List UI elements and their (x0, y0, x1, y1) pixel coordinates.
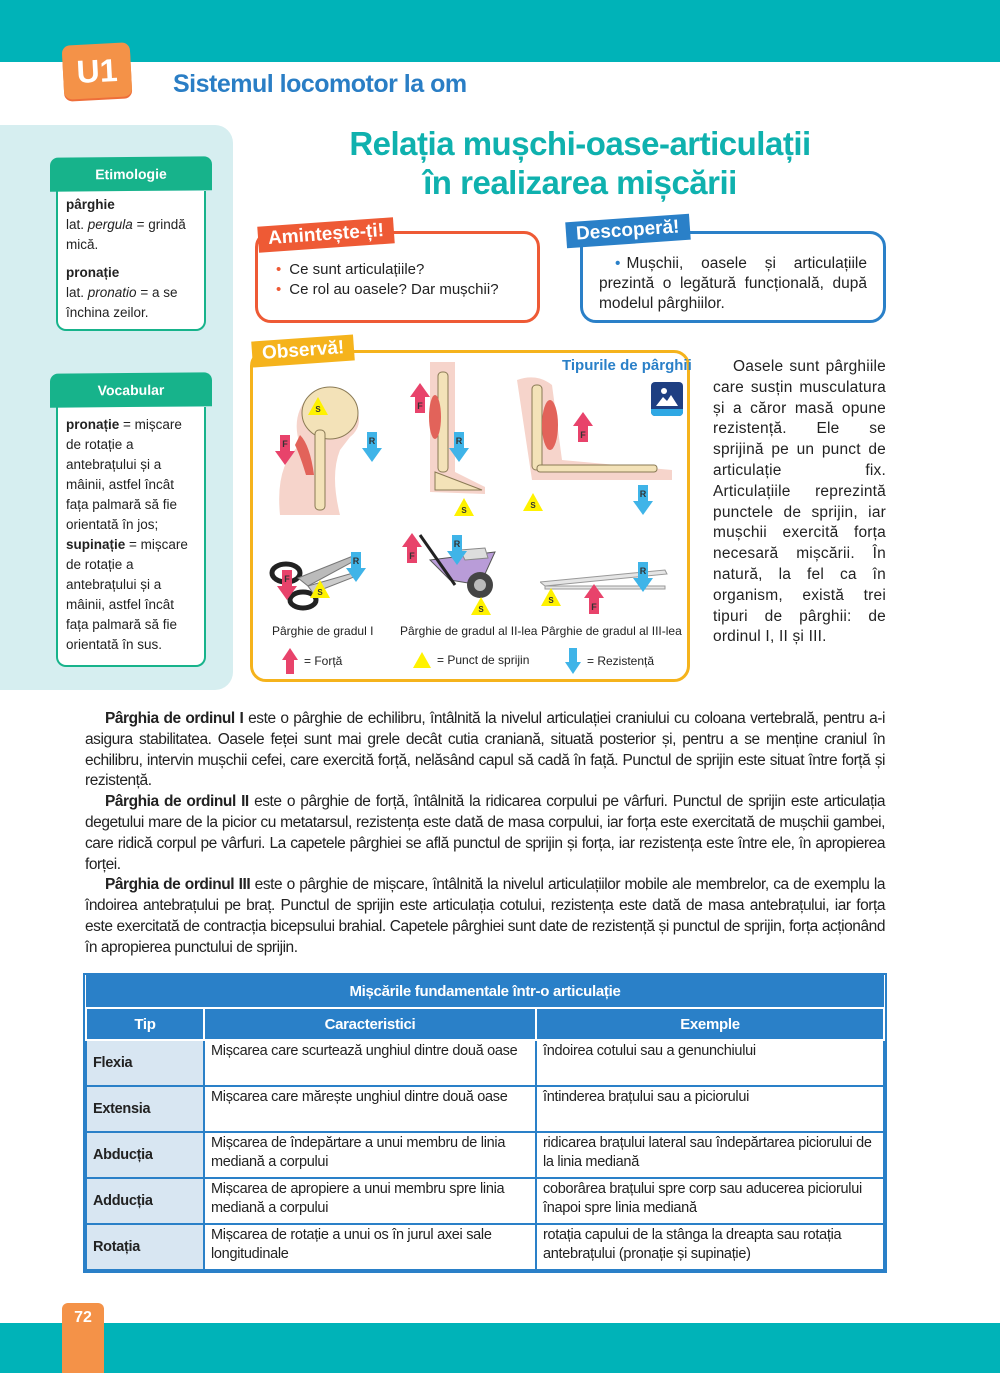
cell-examples: rotația capului de la stânga la dreapta sau rotația antebrațului (pronație și supinație) (536, 1224, 884, 1270)
cell-type: Extensia (86, 1086, 204, 1132)
column-header-characteristics: Caracteristici (204, 1008, 536, 1040)
etymology-body (56, 191, 206, 331)
paragraph-lever-class1 (85, 709, 885, 792)
paragraph-text: este o pârghie de echilibru, întâlnită la nivelul articulației craniului cu coloana vertebrală, pentru a-i asigura stabilitatea. Oasele feței sunt mai grele decât cutia craniană, situată posterior și, pentru a se menține craniul în echilibru, intervin mușchii cefei, care exercită forță, nelăsând capul să cadă în față. Punctul de sprijin este situat între forță și rezistență. (85, 710, 885, 790)
remember-item: • Ce sunt articulațiile? (276, 260, 537, 280)
paragraph-lead: Pârghia de ordinul III (105, 876, 251, 894)
svg-text:F: F (409, 551, 415, 561)
bullet-icon: • (615, 255, 621, 272)
etymology-prefix: lat. (66, 217, 88, 232)
lever-classes-explanation (85, 709, 885, 959)
joint-movements-table (85, 975, 885, 1271)
force-arrow-icon (410, 383, 430, 413)
legend-resistance-label: = Rezistență (587, 654, 655, 668)
support-point-icon (310, 580, 330, 598)
legend-support (413, 652, 529, 668)
vocabulary-entry (66, 535, 196, 655)
top-header-band (0, 0, 1000, 62)
paragraph-lever-class3 (85, 875, 885, 958)
table-row (86, 1178, 884, 1224)
svg-text:S: S (317, 588, 323, 597)
paragraph-text: este o pârghie de mișcare, întâlnită la nivelul articulațiilor mobile ale membrelor, ca de exemplu la îndoirea antebrațului pe braț. Punctul de sprijin este articulația cotului, rezistența este dată de masa antebrațului, iar forța este exercitată de contracția bicepsului brahial. Capetele pârghiei sunt date de rezistență și punctul de sprijin, forța acționând în apropierea punctului de sprijin. (85, 876, 885, 956)
table-row (86, 1086, 884, 1132)
lesson-title-line2: în realizarea mișcării (423, 164, 737, 201)
paragraph-lead: Pârghia de ordinul II (105, 793, 249, 811)
discover-callout (580, 231, 886, 323)
support-point-icon (523, 493, 543, 511)
cell-examples: coborârea brațului spre corp sau aducerea piciorului înapoi spre linia mediană (536, 1178, 884, 1224)
discover-text-content: Mușchii, oasele și articulațiile prezintă o legătură funcțională, după modelul pârghiilor. (599, 255, 867, 312)
levers-intro-text: Oasele sunt pârghiile care susțin musculatura și a căror masă opune rezistență. Ele se sprijină pe un punct de articulație fix. Articulațiile reprezintă punctele de sprijin, iar mușchii exercită forța necesară mișcării. În natură, la fel ca în organism, există trei tipuri de pârghii: de ordinul I, II și III. (713, 358, 886, 646)
svg-text:F: F (417, 401, 423, 411)
column-header-type: Tip (86, 1008, 204, 1040)
support-point-icon (413, 652, 431, 668)
arm-lever-illustration (512, 375, 677, 490)
cell-type: Flexia (86, 1040, 204, 1086)
support-point-icon (454, 498, 474, 516)
etymology-term: pârghie (66, 197, 115, 212)
force-arrow-icon (573, 412, 593, 442)
etymology-meaning: = a se închina zeilor. (66, 285, 178, 320)
cell-characteristics: Mișcarea de rotație a unui os în jurul axei sale longitudinale (204, 1224, 536, 1270)
cell-characteristics: Mișcarea care scurtează unghiul dintre două oase (204, 1040, 536, 1086)
force-arrow-icon (275, 435, 295, 465)
resistance-arrow-icon (565, 648, 581, 674)
etymology-box (50, 157, 212, 331)
etymology-heading: Etimologie (50, 156, 212, 191)
table-row (86, 1132, 884, 1178)
resistance-arrow-icon (447, 535, 467, 565)
vocabulary-body (56, 407, 206, 667)
support-point-icon (471, 597, 491, 615)
svg-text:F: F (284, 574, 290, 584)
svg-text:S: S (478, 605, 484, 614)
vocabulary-definition: = mișcare de rotație a antebrațului și a mâinii, astfel încât fața palmară să fie orientată în jos; (66, 417, 182, 532)
remember-item: • Ce rol au oasele? Dar mușchii? (276, 280, 537, 300)
cell-examples: îndoirea cotului sau a genunchiului (536, 1040, 884, 1086)
force-arrow-icon (584, 584, 604, 614)
svg-text:S: S (315, 405, 321, 414)
resistance-arrow-icon (362, 432, 382, 462)
etymology-term: pronație (66, 265, 120, 280)
table-row (86, 1224, 884, 1270)
table-row (86, 1040, 884, 1086)
resistance-arrow-icon (346, 552, 366, 582)
cell-examples: întinderea brațului sau a piciorului (536, 1086, 884, 1132)
cell-type: Rotația (86, 1224, 204, 1270)
lesson-title (320, 124, 840, 202)
discover-text (583, 234, 883, 314)
page-number: 72 (62, 1303, 104, 1373)
column-header-examples: Exemple (536, 1008, 884, 1040)
lever-caption-class1: Pârghie de gradul I (272, 624, 374, 638)
observe-tag: Observă! (251, 334, 355, 367)
resistance-arrow-icon (449, 432, 469, 462)
cell-type: Abducția (86, 1132, 204, 1178)
vocabulary-heading: Vocabular (50, 372, 212, 407)
paragraph-lever-class2 (85, 792, 885, 875)
legend-support-label: = Punct de sprijin (437, 653, 530, 667)
cell-characteristics: Mișcarea de îndepărtare a unui membru de linia mediană a corpului (204, 1132, 536, 1178)
force-arrow-icon (282, 648, 298, 674)
paragraph-text: este o pârghie de forță, întâlnită la ridicarea corpului pe vârfuri. Punctul de sprijin este articulația degetului mare de la picior cu metatarsul, rezistența este dată de masa corpului, iar forța este exercitată de mușchii gambei, care ridică corpul pe vârfuri. La capetele pârghiei se află punctul de sprijin și forța, iar rezistența este între ele, în apropierea forței. (85, 793, 885, 873)
svg-text:R: R (352, 556, 360, 566)
cell-characteristics: Mișcarea care mărește unghiul dintre două oase (204, 1086, 536, 1132)
lesson-title-line1: Relația mușchi-oase-articulații (349, 125, 811, 162)
etymology-entry (66, 263, 196, 323)
resistance-arrow-icon (633, 485, 653, 515)
discover-tag: Descoperă! (565, 214, 690, 249)
paragraph-lead: Pârghia de ordinul I (105, 710, 244, 727)
lever-caption-class2: Pârghie de gradul al II-lea (400, 624, 538, 638)
legend-resistance (565, 648, 654, 674)
svg-text:R: R (368, 436, 376, 446)
vocabulary-box (50, 373, 212, 667)
etymology-latin: pergula (87, 217, 133, 232)
svg-text:S: S (548, 596, 554, 605)
chapter-title: Sistemul locomotor la om (173, 70, 467, 98)
force-arrow-icon (277, 570, 297, 600)
remember-tag: Amintește-ți! (257, 217, 395, 252)
bottom-footer-band (0, 1323, 1000, 1373)
etymology-meaning: = grindă mică. (66, 217, 186, 252)
etymology-prefix: lat. (66, 285, 88, 300)
support-point-icon (308, 397, 328, 415)
cell-examples: ridicarea brațului lateral sau îndepărtarea piciorului de la linia mediană (536, 1132, 884, 1178)
support-point-icon (541, 588, 561, 606)
svg-text:R: R (639, 566, 647, 576)
svg-text:R: R (455, 436, 463, 446)
cell-characteristics: Mișcarea de apropiere a unui membru spre linia mediană a corpului (204, 1178, 536, 1224)
cell-type: Adducția (86, 1178, 204, 1224)
svg-text:F: F (282, 439, 288, 449)
vocabulary-definition: = mișcare de rotație a antebrațului și a mâinii, astfel încât fața palmară să fie orientată în sus. (66, 537, 188, 652)
legend-force (282, 648, 342, 674)
resistance-arrow-icon (633, 562, 653, 592)
svg-text:S: S (461, 506, 467, 515)
etymology-latin: pronatio (87, 285, 137, 300)
lever-caption-class3: Pârghie de gradul al III-lea (541, 624, 682, 638)
sidebar-panel (0, 125, 233, 690)
svg-text:R: R (639, 489, 647, 499)
unit-badge: U1 (62, 42, 133, 99)
svg-text:F: F (580, 430, 586, 440)
vocabulary-term: supinație (66, 537, 126, 552)
svg-text:R: R (453, 539, 461, 549)
force-arrow-icon (402, 533, 422, 563)
table-caption: Mișcările fundamentale într-o articulație (86, 975, 884, 1008)
legend-force-label: = Forță (304, 654, 343, 668)
svg-text:F: F (591, 602, 597, 612)
vocabulary-term: pronație (66, 417, 120, 432)
svg-text:S: S (530, 501, 536, 510)
etymology-entry (66, 195, 196, 255)
vocabulary-entry (66, 415, 196, 535)
diagram-title: Tipurile de pârghii (562, 357, 692, 374)
